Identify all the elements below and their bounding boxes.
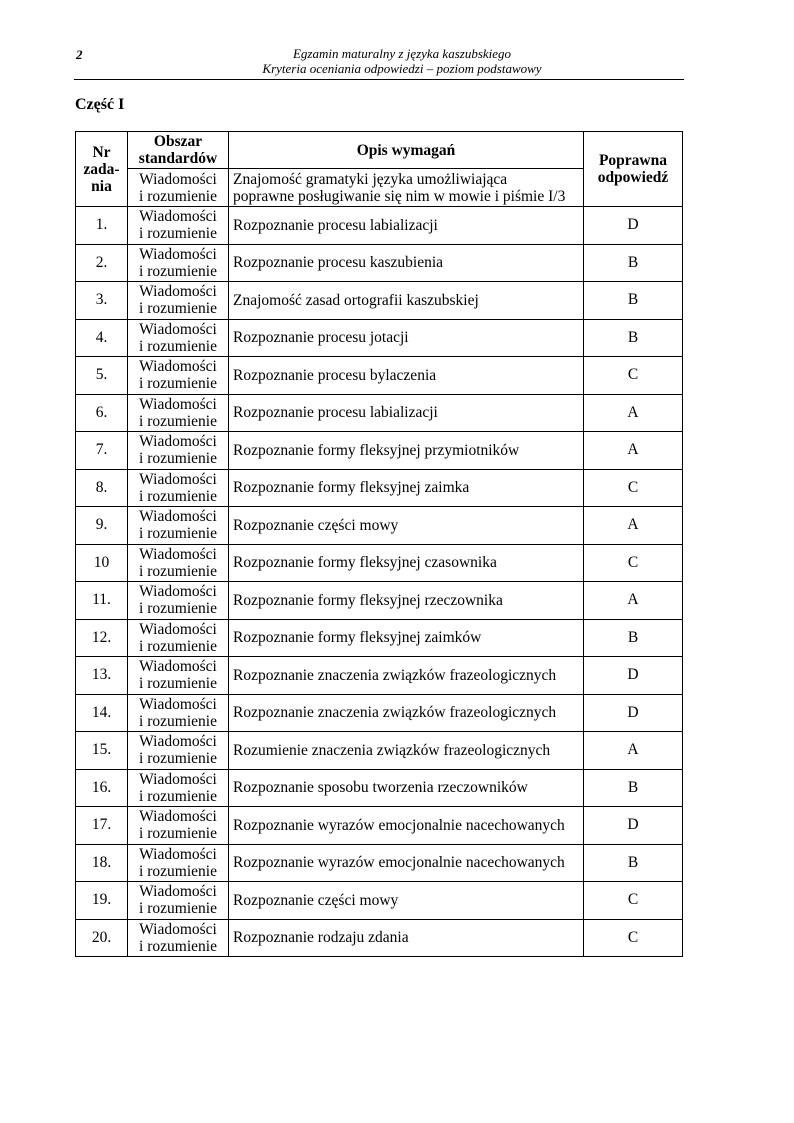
correct-answer: C (584, 469, 683, 507)
answer-key-table (75, 131, 683, 957)
section-title: Część I (75, 96, 125, 113)
header-correct-answer: Poprawna odpowiedź (584, 132, 683, 207)
correct-answer: D (584, 807, 683, 845)
correct-answer: C (584, 882, 683, 920)
table-row (76, 882, 683, 920)
standards-area: Wiadomości i rozumienie (128, 657, 229, 695)
correct-answer: D (584, 694, 683, 732)
page-number: 2 (76, 47, 83, 62)
correct-answer: A (584, 432, 683, 470)
requirement-description: Rozpoznanie procesu jotacji (229, 319, 584, 357)
correct-answer: B (584, 282, 683, 320)
task-number: 3. (76, 282, 128, 320)
correct-answer: B (584, 244, 683, 282)
requirement-description: Rozpoznanie procesu kaszubienia (229, 244, 584, 282)
task-number: 19. (76, 882, 128, 920)
standards-area: Wiadomości i rozumienie (128, 582, 229, 620)
standards-area: Wiadomości i rozumienie (128, 357, 229, 395)
requirement-description: Rozpoznanie formy fleksyjnej przymiotników (229, 432, 584, 470)
standards-area: Wiadomości i rozumienie (128, 844, 229, 882)
task-number: 5. (76, 357, 128, 395)
subheader-description: Znajomość gramatyki języka umożliwiająca poprawne posługiwanie się nim w mowie i piśmie I/3 (229, 169, 584, 207)
requirement-description: Rozpoznanie rodzaju zdania (229, 919, 584, 957)
requirement-description: Rozpoznanie wyrazów emocjonalnie nacechowanych (229, 844, 584, 882)
table-row (76, 582, 683, 620)
standards-area: Wiadomości i rozumienie (128, 769, 229, 807)
requirement-description: Rozpoznanie znaczenia związków frazeologicznych (229, 657, 584, 695)
correct-answer: B (584, 319, 683, 357)
task-number: 1. (76, 207, 128, 245)
correct-answer: C (584, 544, 683, 582)
requirement-description: Rozumienie znaczenia związków frazeologicznych (229, 732, 584, 770)
requirement-description: Rozpoznanie znaczenia związków frazeologicznych (229, 694, 584, 732)
standards-area: Wiadomości i rozumienie (128, 807, 229, 845)
standards-area: Wiadomości i rozumienie (128, 432, 229, 470)
correct-answer: B (584, 769, 683, 807)
subheader-area: Wiadomości i rozumienie (128, 169, 229, 207)
header-task-number: Nr zada- nia (76, 132, 128, 207)
task-number: 2. (76, 244, 128, 282)
table-header-row (76, 132, 683, 169)
table-row (76, 394, 683, 432)
header-requirements: Opis wymagań (229, 132, 584, 169)
standards-area: Wiadomości i rozumienie (128, 919, 229, 957)
correct-answer: A (584, 394, 683, 432)
table-row (76, 919, 683, 957)
task-number: 15. (76, 732, 128, 770)
table-row (76, 282, 683, 320)
standards-area: Wiadomości i rozumienie (128, 507, 229, 545)
correct-answer: D (584, 657, 683, 695)
standards-area: Wiadomości i rozumienie (128, 282, 229, 320)
standards-area: Wiadomości i rozumienie (128, 207, 229, 245)
correct-answer: A (584, 732, 683, 770)
task-number: 6. (76, 394, 128, 432)
table-row (76, 319, 683, 357)
table-row (76, 657, 683, 695)
task-number: 17. (76, 807, 128, 845)
standards-area: Wiadomości i rozumienie (128, 694, 229, 732)
table-row (76, 432, 683, 470)
task-number: 4. (76, 319, 128, 357)
task-number: 12. (76, 619, 128, 657)
standards-area: Wiadomości i rozumienie (128, 732, 229, 770)
table-row (76, 694, 683, 732)
requirement-description: Rozpoznanie sposobu tworzenia rzeczowników (229, 769, 584, 807)
task-number: 13. (76, 657, 128, 695)
task-number: 20. (76, 919, 128, 957)
standards-area: Wiadomości i rozumienie (128, 244, 229, 282)
correct-answer: B (584, 844, 683, 882)
header-line-1: Egzamin maturalny z języka kaszubskiego (292, 46, 512, 61)
standards-area: Wiadomości i rozumienie (128, 394, 229, 432)
table-body (76, 207, 683, 957)
correct-answer: A (584, 507, 683, 545)
standards-area: Wiadomości i rozumienie (128, 319, 229, 357)
standards-area: Wiadomości i rozumienie (128, 544, 229, 582)
table-row (76, 469, 683, 507)
table-row (76, 357, 683, 395)
requirement-description: Rozpoznanie formy fleksyjnej czasownika (229, 544, 584, 582)
task-number: 11. (76, 582, 128, 620)
requirement-description: Znajomość zasad ortografii kaszubskiej (229, 282, 584, 320)
header-divider (74, 79, 684, 80)
task-number: 7. (76, 432, 128, 470)
standards-area: Wiadomości i rozumienie (128, 619, 229, 657)
task-number: 18. (76, 844, 128, 882)
standards-area: Wiadomości i rozumienie (128, 469, 229, 507)
correct-answer: B (584, 619, 683, 657)
table-row (76, 544, 683, 582)
table-row (76, 807, 683, 845)
correct-answer: C (584, 919, 683, 957)
requirement-description: Rozpoznanie części mowy (229, 507, 584, 545)
table-row (76, 244, 683, 282)
requirement-description: Rozpoznanie formy fleksyjnej rzeczownika (229, 582, 584, 620)
table-row (76, 769, 683, 807)
header-standards-area: Obszar standardów (128, 132, 229, 169)
standards-area: Wiadomości i rozumienie (128, 882, 229, 920)
page-header (120, 46, 684, 76)
requirement-description: Rozpoznanie formy fleksyjnej zaimka (229, 469, 584, 507)
table-row (76, 844, 683, 882)
task-number: 14. (76, 694, 128, 732)
task-number: 16. (76, 769, 128, 807)
requirement-description: Rozpoznanie procesu labializacji (229, 394, 584, 432)
table-row (76, 207, 683, 245)
table-row (76, 507, 683, 545)
correct-answer: C (584, 357, 683, 395)
requirement-description: Rozpoznanie części mowy (229, 882, 584, 920)
correct-answer: A (584, 582, 683, 620)
header-line-2: Kryteria oceniania odpowiedzi – poziom podstawowy (262, 61, 542, 76)
requirement-description: Rozpoznanie procesu labializacji (229, 207, 584, 245)
requirement-description: Rozpoznanie formy fleksyjnej zaimków (229, 619, 584, 657)
task-number: 10 (76, 544, 128, 582)
task-number: 9. (76, 507, 128, 545)
table-row (76, 619, 683, 657)
task-number: 8. (76, 469, 128, 507)
requirement-description: Rozpoznanie procesu bylaczenia (229, 357, 584, 395)
requirement-description: Rozpoznanie wyrazów emocjonalnie nacechowanych (229, 807, 584, 845)
table-row (76, 732, 683, 770)
correct-answer: D (584, 207, 683, 245)
